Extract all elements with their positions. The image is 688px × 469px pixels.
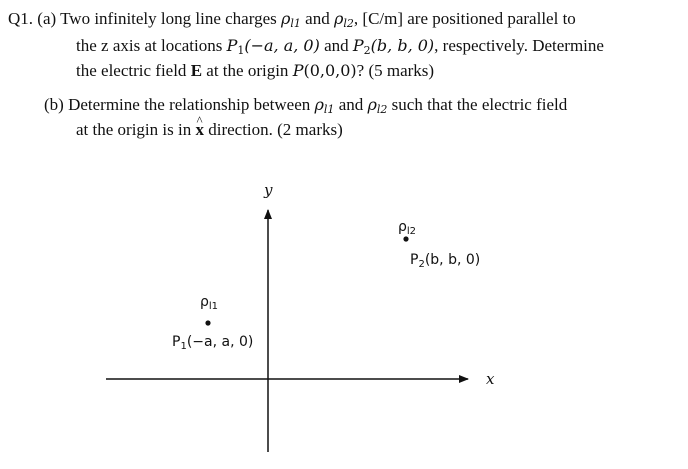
y-axis-label: y <box>264 181 273 199</box>
charge-2-dot <box>403 236 408 241</box>
question-number: Q1. <box>8 9 34 28</box>
part-a-text-3b: at the origin <box>206 61 289 80</box>
part-b-text-1a: Determine the relationship between <box>68 95 311 114</box>
point-2-label: $P_2(b$, b, 0) <box>410 252 481 270</box>
part-a-unit: , [C/m] are positioned parallel to <box>353 9 576 28</box>
charge-1-label: $\rho_{l1}$ <box>200 294 219 312</box>
part-b-text-1b: such that the electric field <box>391 95 568 114</box>
rho-l1-symbol-b: $\rho_{l1}$ <box>314 95 335 116</box>
part-b-text-2a: at the origin is in <box>76 120 192 139</box>
part-a-and-1: and <box>305 9 330 28</box>
part-a-and-2: and <box>324 36 349 55</box>
point-1-label: $P_1(-a$, a, 0) <box>172 334 254 352</box>
field-symbol: E <box>190 61 203 80</box>
part-a-text-3c: ? (5 marks) <box>356 61 435 80</box>
charge-1-dot <box>205 320 210 325</box>
part-a-text-1: Two infinitely long line charges <box>60 9 277 28</box>
part-b-and-1: and <box>338 95 364 114</box>
x-axis-label: x <box>486 370 495 388</box>
part-a-text-2b: , respectively. Determine <box>434 36 604 55</box>
origin-point: P(0,0,0) <box>292 61 357 80</box>
charge-2-label: $\rho_{l2}$ <box>398 219 417 237</box>
point-p1: $P_1(-a$, a, 0) <box>226 36 320 57</box>
rho-l1-symbol: $\rho_{l1}$ <box>280 9 301 30</box>
unit-vector-x: ^ x <box>195 119 204 141</box>
part-b-text-2b: direction. (2 marks) <box>208 120 343 139</box>
part-a-text-2a: the z axis at locations <box>76 36 223 55</box>
part-a-text-3a: the electric field <box>76 61 187 80</box>
rho-l2-symbol-b: $\rho_{l2}$ <box>367 95 388 116</box>
rho-l2-symbol: $\rho_{l2}$ <box>333 9 354 30</box>
point-p2: $P_2(b$, b, 0) <box>352 36 435 57</box>
part-a-label: (a) <box>37 9 57 28</box>
part-b-label: (b) <box>44 95 64 114</box>
